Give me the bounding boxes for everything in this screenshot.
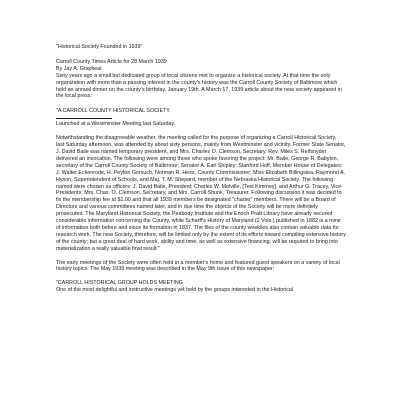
second-quote-title: "CARROLL HISTORICAL GROUP HOLDS MEETING [56,280,183,287]
second-quote-body: One of the most delightful and instructive meetings yet held by the groups interested in the Historical [56,287,294,294]
quote-title: "A CARROLL COUNTY HISTORICAL SOCIETY. [56,108,171,115]
source-line: Carroll County Times Article for 28 March 1939 [56,58,167,65]
author-line: By Jay A. Graybeal [56,65,102,72]
followup-paragraph: The early meetings of the Society were often held in a member's home and featured guest speakers on a variety of local history topics. The May 1939 meeting was described in the May 9th issue of this newspaper: [56,259,340,273]
quote-subtitle: Launched at a Westminster Meeting last Saturday. [56,121,176,128]
title-rule [56,118,112,119]
intro-paragraph: Sixty years ago a small but dedicated group of local citizens met to organize a historical society. At that time the only organization with more than a passing interest in the county's history was the Carroll County Society of Baltimore which held an annual dinner on the county's birthday, January 19th. A March 17, 1939 article about the new society appeared in the local press: [56,72,342,100]
quote-body-paragraph: Notwithstanding the disagreeable weather, the meeting called for the purpose of organizing a Carroll Historical Society, last Saturday afternoon, was attended by about sixty persons, mainly from Westminster and vicinity. Former State Senator, J. David Baile was named temporary president, and Mrs. Charles O. Clemson, Secretary. Rev. Miles S. Reifsnyder delivered an invocation. The following were among those who spoke favoring the project: Mr. Baile, George R. Babylon, secretary of the Carroll County Society of Baltimore; Senator A. Earl Shipley; Stanford Hoff, Member House of Delegates; J. Walter Eckenrode, H. Peyton Gorsuch, Norman R. Hess, County Commissioner; Miss Elizabeth Billingslea, Raymond A. Hyson, Superintendent of Schools, and Maj. T. M. Shepard, member of the Nebraska Historical Society. The following named were chosen as officers: J. David Baile, President; Charles W. Melville, [Test Kimmey], and Arthur G. Tracey, Vice-Presidents; Mrs. Chas. O. Clemson, Secretary, and Mrs. Carroll Shunk, Treasurer. Following discussion it was decided to fix the membership fee at $1.00 and that all 1939 members be designated "charter" members. There will be a Board of Directors and various committees named later, and in due time the objects of the Society will be more definitely prosecuted. The Maryland Historical Society, the Peabody Institute and the Enoch Pratt Library have already secured considerable information concerning the County, while Scharff's History of Maryland (2 Vols.) published in 1882 is a mine of information both before and since its formation in 1837. The files of the county weeklies also contain valuable data for research work. The new Society, therefore, will be limited only by the extent of its efforts toward compiling extensive history of the county; but a great deal of hard work, ability and time, as well as extensive financing, will be required to bring into materialization a really valuable final result." [56,135,346,252]
article-heading: "Historical Society Founded in 1939" [56,44,143,50]
